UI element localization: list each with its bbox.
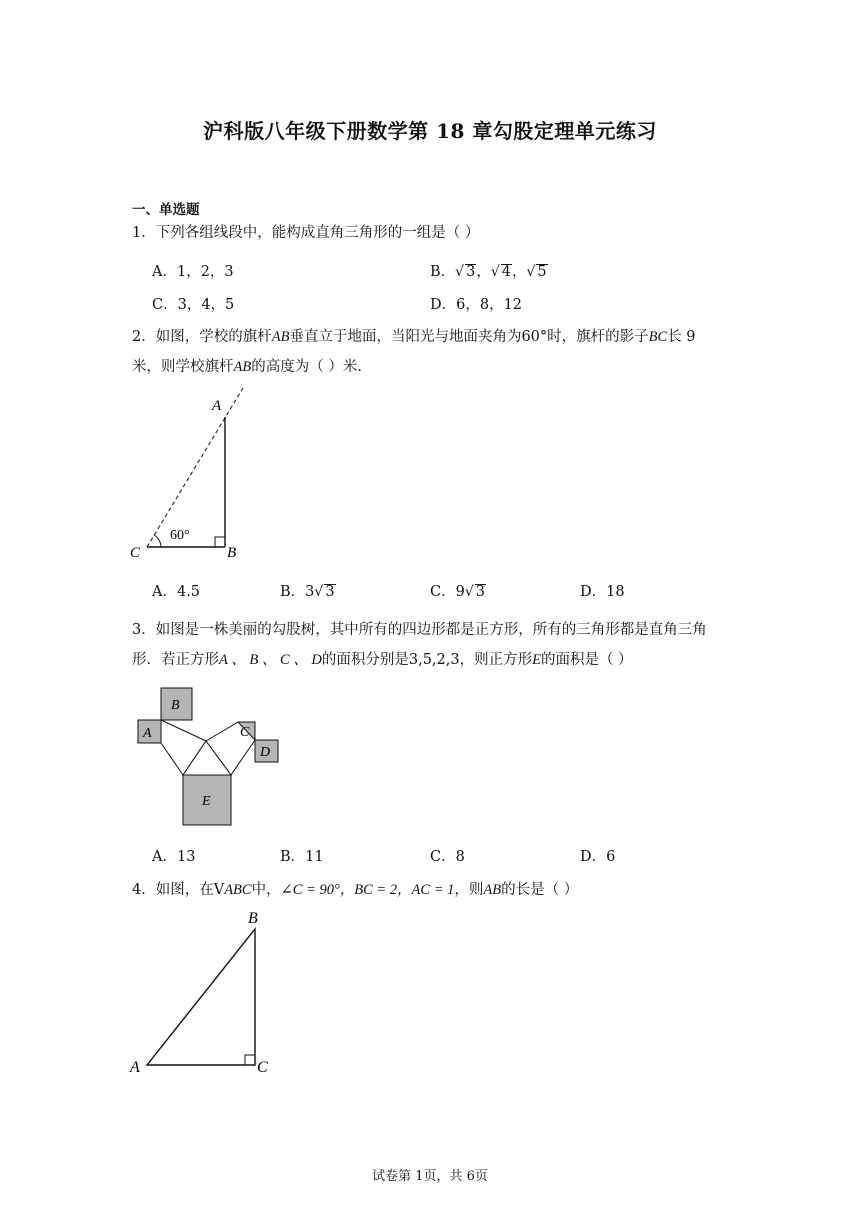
q4-triangle-figure <box>125 905 285 1085</box>
q2-angle-label: 60° <box>170 528 190 543</box>
q4-ab: AB <box>483 882 502 898</box>
question-2 <box>132 322 732 382</box>
page-footer: 试卷第 1页，共 6页 <box>372 1169 488 1184</box>
q2-option-c-prefix: C．9 <box>430 584 465 600</box>
right-angle-mark <box>245 1055 255 1065</box>
q3-squares: A 、 B 、 C 、 D <box>219 652 322 668</box>
q2-option-b-radicand: 3 <box>325 584 335 600</box>
q2-label-c: C <box>130 545 141 561</box>
q3-label-d: D <box>260 745 271 760</box>
question-1-text: 1．下列各组线段中，能构成直角三角形的一组是（ ） <box>132 225 480 241</box>
q1-radicand-3: 5 <box>537 264 547 280</box>
question-1 <box>132 218 732 248</box>
q4-abc: ABC <box>224 882 252 898</box>
q4-text-d: 的长是（ ） <box>501 882 579 898</box>
q2-option-b: B．3√ 3 <box>280 584 335 600</box>
q1-option-b: B．√ 3，√ 4，√ 5 <box>430 264 547 280</box>
q2-option-d: D．18 <box>580 584 625 600</box>
q3-option-b: B．11 <box>280 849 324 865</box>
q2-text-1b: 垂直立于地面，当阳光与地面夹角为60°时，旗杆的影子 <box>289 329 649 345</box>
q2-text-2a: 米，则学校旗杆 <box>132 359 234 375</box>
q3-label-c: C <box>240 725 250 740</box>
q2-option-c-radicand: 3 <box>475 584 485 600</box>
q4-label-a: A <box>130 1059 140 1076</box>
q2-option-b-prefix: B．3 <box>280 584 315 600</box>
q3-text-2b: 的面积分别是 <box>321 652 409 668</box>
right-angle-mark <box>215 537 225 547</box>
q4-text-c: ，则 <box>454 882 484 898</box>
q3-option-a: A．13 <box>152 849 196 865</box>
q2-flagpole-figure <box>125 385 255 565</box>
question-4 <box>132 875 752 905</box>
q1-radicand-2: 4 <box>501 264 511 280</box>
q3-option-c: C．8 <box>430 849 465 865</box>
q2-label-a: A <box>212 398 222 414</box>
page-title: 沪科版八年级下册数学第 18 章勾股定理单元练习 <box>203 119 657 143</box>
sun-ray-line <box>147 388 243 547</box>
q2-option-c: C．9√ 3 <box>430 584 485 600</box>
q3-text-2d: 的面积是（ ） <box>540 652 633 668</box>
q4-text-b: 中， <box>251 882 281 898</box>
angle-arc <box>154 535 161 547</box>
triangle-abc <box>147 929 255 1065</box>
section-heading: 一、单选题 <box>132 202 200 218</box>
q3-text-2c: ，则正方形 <box>459 652 533 668</box>
q2-text-2b: 的高度为（ ）米． <box>251 359 372 375</box>
q4-label-b: B <box>248 910 258 927</box>
q4-conditions: ∠C = 90°，BC = 2，AC = 1 <box>280 882 455 898</box>
q3-label-b: B <box>171 698 180 713</box>
q3-pythagoras-tree-figure <box>130 683 290 833</box>
q3-label-a: A <box>143 726 152 741</box>
q4-text-a: 4．如图，在V <box>132 882 225 898</box>
q2-text-1c: 长 9 <box>667 329 696 345</box>
q3-areas: 3,5,2,3 <box>408 652 460 668</box>
q1-radicand-1: 3 <box>466 264 476 280</box>
q2-text-1a: 2．如图，学校的旗杆 <box>132 329 272 345</box>
q2-label-b: B <box>227 545 237 561</box>
q1-option-b-prefix: B． <box>430 264 456 280</box>
q3-text-1: 3．如图是一株美丽的勾股树，其中所有的四边形都是正方形，所有的三角形都是直角三角 <box>132 622 707 638</box>
q1-option-c: C．3，4，5 <box>152 297 235 313</box>
q3-label-e: E <box>202 794 211 809</box>
q3-square-e: E <box>532 652 541 668</box>
q2-ab-1: AB <box>271 329 290 345</box>
q1-option-a: A．1，2，3 <box>152 264 234 280</box>
q3-option-d: D．6 <box>580 849 616 865</box>
question-3 <box>132 615 752 675</box>
q3-text-2a: 形．若正方形 <box>132 652 219 668</box>
q2-ab-2: AB <box>233 359 252 375</box>
q4-label-c: C <box>257 1059 268 1076</box>
q2-option-a: A．4.5 <box>152 584 201 600</box>
q2-bc: BC <box>648 329 668 345</box>
q1-option-d: D．6，8，12 <box>430 297 523 313</box>
